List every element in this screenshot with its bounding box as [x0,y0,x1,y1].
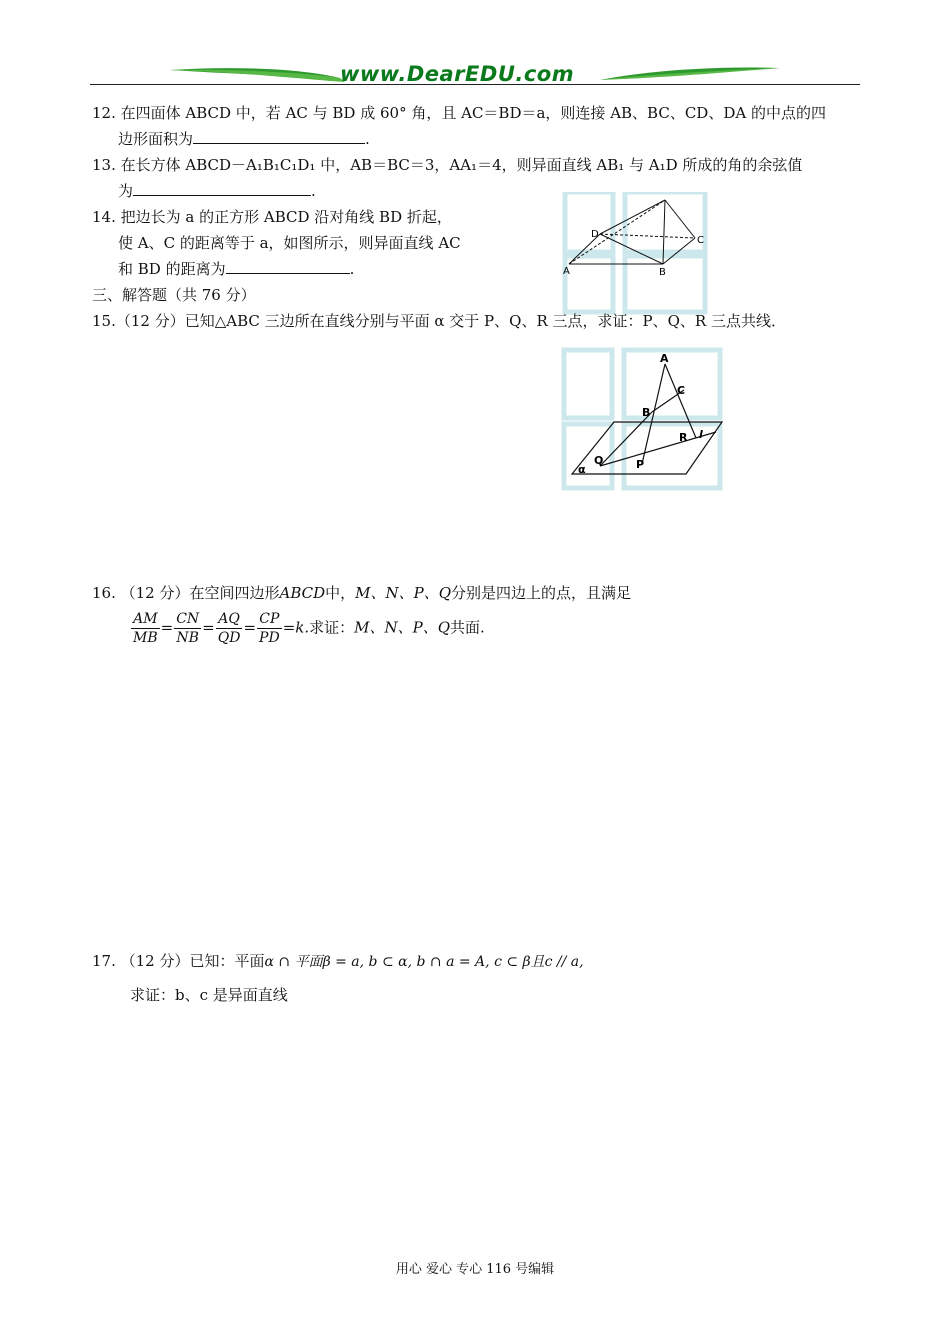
q16-suffix: 分别是四边上的点，且满足 [451,584,632,602]
q14-line2: 使 A、C 的距离等于 a，如图所示，则异面直线 AC [118,234,461,252]
q16-frac-cn-nb: $\frac{CN}{NB}$ [176,611,200,646]
q13-line1: 13. 在长方体 ABCD－A₁B₁C₁D₁ 中，AB＝BC＝3，AA₁＝4，则异面直线 AB₁ 与 A₁D 所成的角的余弦值 [92,156,803,174]
fig15-label-alpha: α [578,463,586,476]
fig15-label-a: A [660,352,669,365]
fig14-label-b: B [659,267,666,278]
q12-line2-text: 边形面积为 [118,130,194,148]
q15-text: 15.（12 分）已知△ABC 三边所在直线分别与平面 α 交于 P、Q、R 三点，求证：P、Q、R 三点共线． [92,312,786,330]
q16-points: M、N、P、Q [355,584,452,602]
q17-line2: 求证：b、c 是异面直线 [130,986,288,1004]
q12-line2 [118,128,370,150]
q17-line1 [92,950,584,973]
q16-line1 [92,582,631,604]
fig14-label-a: A [563,266,570,277]
q13-line2 [118,180,316,202]
footer-text: 用心 爱心 专心 116 号编辑 [395,1262,555,1277]
header-rule [90,84,860,85]
q14-period: . [349,260,355,278]
q16-frac-cp-pd: $\frac{CP}{PD}$ [259,611,280,646]
fig15-label-r: R [679,431,688,444]
fig15-label-q: Q [594,454,604,467]
fig15-label-b: B [642,406,651,419]
fig14-label-d: D [591,229,599,240]
fig15-label-c: C [677,384,686,397]
q16-k: =k. [282,618,310,637]
q14-answer-blank [226,259,350,274]
q14-line3-text: 和 BD 的距离为 [118,260,226,278]
q16-equation: $\frac{AM}{MB}$ = $\frac{CN}{NB}$ = $\frac{AQ}{QD}$ = $\frac{CP}{PD}$ =k.求证：M、N、P、Q共面. [133,611,485,646]
q16-prefix: 16. （12 分）在空间四边形 [92,584,280,602]
q16-mid: 中， [325,584,356,602]
q14-line3 [118,258,354,280]
q13-period: . [311,182,316,200]
q13-line2-text: 为 [118,182,134,200]
q16-frac-aq-qd: $\frac{AQ}{QD}$ [217,611,241,646]
q14-line1: 14. 把边长为 a 的正方形 ABCD 沿对角线 BD 折起， [92,208,452,226]
fig15-label-p: P [636,458,645,471]
q16-frac-am-mb: $\frac{AM}{MB}$ [133,611,158,646]
q12-period: . [365,130,370,148]
fig15-label-l: l [699,428,703,441]
section-3-heading: 三、解答题（共 76 分） [92,286,256,304]
q16-proof-points: M、N、P、Q [354,618,451,637]
watermark-seal [565,192,705,312]
q14-figure [555,192,725,317]
logo-text: www.DearEDU.com [340,62,575,86]
q17-condition: α ∩ 平面β = a, b ⊂ α, b ∩ a = A, c ⊂ β且c // a, [264,954,584,970]
q13-answer-blank [133,181,311,196]
q16-abcd: ABCD [279,584,326,602]
q16-proof-end: 共面. [450,618,485,637]
fig14-label-c: C [697,235,704,246]
q17-prefix: 17. （12 分）已知：平面 [92,952,265,970]
q16-proof-label: 求证： [309,618,355,637]
q15-figure [560,346,730,494]
q12-line1: 12. 在四面体 ABCD 中，若 AC 与 BD 成 60° 角，且 AC＝BD＝a，则连接 AB、BC、CD、DA 的中点的四 [92,104,826,122]
q12-answer-blank [193,129,365,144]
